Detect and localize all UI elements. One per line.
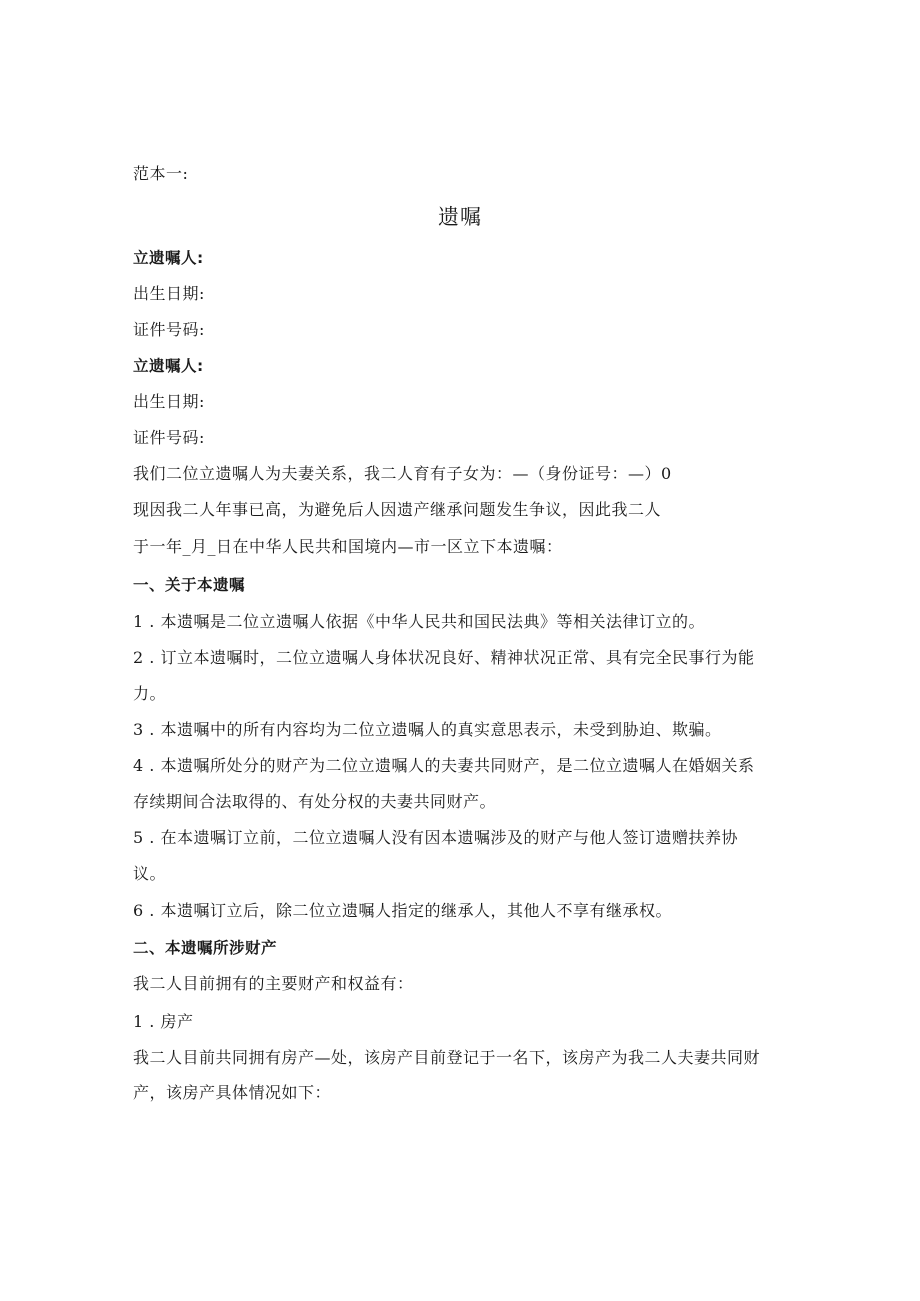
clause-2-line-2: 力。 — [133, 684, 167, 703]
clause-4-line-1: 4 . 本遗嘱所处分的财产为二位立遗嘱人的夫妻共同财产，是二位立遗嘱人在婚姻关系 — [133, 756, 755, 775]
house-line-1: 我二人目前共同拥有房产—处，该房产目前登记于一名下，该房产为我二人夫妻共同财 — [133, 1048, 761, 1067]
testator1-id-field: 证件号码: — [133, 320, 205, 339]
property-intro: 我二人目前拥有的主要财产和权益有： — [133, 974, 414, 993]
testator2-id-field: 证件号码: — [133, 428, 205, 447]
house-line-2: 产，该房产具体情况如下： — [133, 1083, 332, 1102]
clause-6: 6 . 本遗嘱订立后，除二位立遗嘱人指定的继承人，其他人不享有继承权。 — [133, 901, 672, 920]
testator2-label: 立遗嘱人: — [133, 357, 204, 375]
testator2-birth-field: 出生日期: — [133, 392, 205, 411]
clause-5-line-1: 5 . 在本遗嘱订立前，二位立遗嘱人没有因本遗嘱涉及的财产与他人签订遗赠扶养协 — [133, 828, 738, 847]
property-item-house: 1 . 房产 — [133, 1012, 194, 1031]
testator1-birth-field: 出生日期: — [133, 284, 205, 303]
clause-2-line-1: 2 . 订立本遗嘱时，二位立遗嘱人身体状况良好、精神状况正常、具有完全民事行为能 — [133, 648, 755, 667]
section1-heading: 一、关于本遗嘱 — [133, 576, 246, 594]
sample-label: 范本一: — [133, 164, 189, 183]
clause-5-line-2: 议。 — [133, 864, 167, 883]
clause-4-line-2: 存续期间合法取得的、有处分权的夫妻共同财产。 — [133, 792, 497, 811]
section2-heading: 二、本遗嘱所涉财产 — [133, 939, 278, 957]
document-title: 遗嘱 — [438, 205, 482, 229]
intro-line-1: 我们二位立遗嘱人为夫妻关系，我二人育有子女为：—（身份证号：—）0 — [133, 464, 672, 483]
clause-3: 3 . 本遗嘱中的所有内容均为二位立遗嘱人的真实意思表示，未受到胁迫、欺骗。 — [133, 720, 722, 739]
clause-1: 1 . 本遗嘱是二位立遗嘱人依据《中华人民共和国民法典》等相关法律订立的。 — [133, 612, 705, 631]
testator1-label: 立遗嘱人: — [133, 249, 204, 267]
intro-line-3: 于一年_月_日在中华人民共和国境内—市一区立下本遗嘱： — [133, 537, 563, 556]
intro-line-2: 现因我二人年事已高，为避免后人因遗产继承问题发生争议，因此我二人 — [133, 500, 662, 519]
